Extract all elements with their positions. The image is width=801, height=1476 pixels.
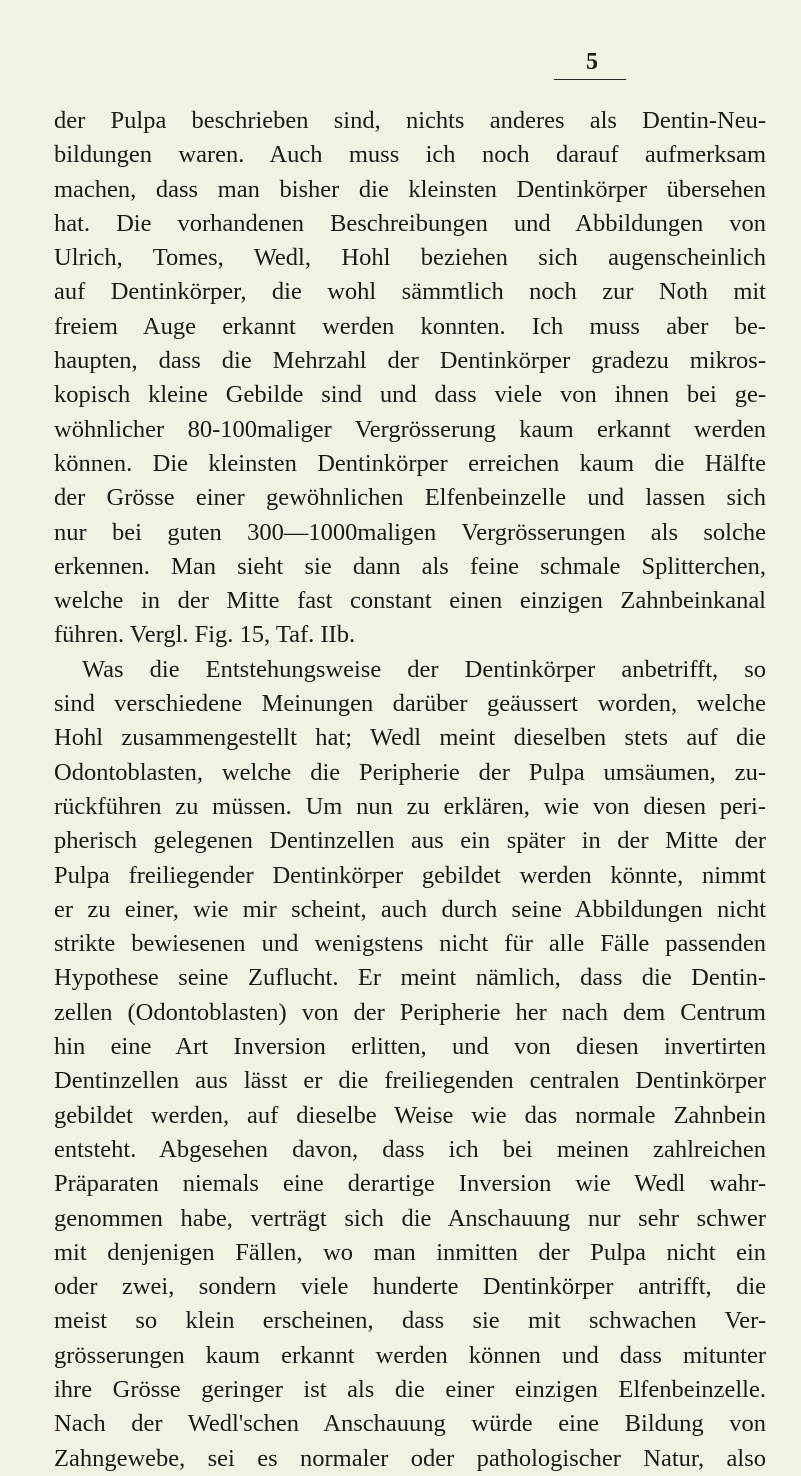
text-line: kopisch kleine Gebilde sind und dass viele von ihnen bei ge- <box>54 381 766 409</box>
text-line: erkennen. Man sieht sie dann als feine schmale Splitterchen, <box>54 552 766 580</box>
text-line: der Grösse einer gewöhnlichen Elfenbeinzelle und lassen sich <box>54 484 766 512</box>
text-line: oder zwei, sondern viele hunderte Dentinkörper antrifft, die <box>54 1273 766 1301</box>
text-line: Präparaten niemals eine derartige Inversion wie Wedl wahr- <box>54 1170 766 1198</box>
text-line: Was die Entstehungsweise der Dentinkörper anbetrifft, so <box>82 655 766 683</box>
text-line: welche in der Mitte fast constant einen einzigen Zahnbeinkanal <box>54 587 766 615</box>
text-line: sind verschiedene Meinungen darüber geäussert worden, welche <box>54 690 766 718</box>
text-line: Nach der Wedl'schen Anschauung würde eine Bildung von <box>54 1410 766 1438</box>
text-line: wöhnlicher 80-100maliger Vergrösserung kaum erkannt werden <box>54 415 766 443</box>
text-line: zellen (Odontoblasten) von der Peripherie her nach dem Centrum <box>54 998 766 1026</box>
text-line: Pulpa freiliegender Dentinkörper gebildet werden könnte, nimmt <box>54 861 766 889</box>
text-line: der Pulpa beschrieben sind, nichts anderes als Dentin-Neu- <box>54 107 766 134</box>
text-line: rückführen zu müssen. Um nun zu erklären, wie von diesen peri- <box>54 792 766 820</box>
text-line: führen. Vergl. Fig. 15, Taf. IIb. <box>54 621 356 649</box>
text-line: ihre Grösse geringer ist als die einer einzigen Elfenbeinzelle. <box>54 1375 766 1403</box>
text-line: auf Dentinkörper, die wohl sämmtlich noch zur Noth mit <box>54 278 766 306</box>
text-line: mit denjenigen Fällen, wo man inmitten der Pulpa nicht ein <box>54 1238 766 1266</box>
text-line: hin eine Art Inversion erlitten, und von diesen invertirten <box>54 1033 766 1061</box>
text-line: Ulrich, Tomes, Wedl, Hohl beziehen sich augenscheinlich <box>54 244 766 272</box>
text-line: bildungen waren. Auch muss ich noch darauf aufmerksam <box>54 141 766 169</box>
text-line: können. Die kleinsten Dentinkörper erreichen kaum die Hälfte <box>54 449 766 477</box>
text-line: pherisch gelegenen Dentinzellen aus ein später in der Mitte der <box>54 827 766 855</box>
text-line: grösserungen kaum erkannt werden können und dass mitunter <box>54 1341 766 1369</box>
text-line: Odontoblasten, welche die Peripherie der Pulpa umsäumen, zu- <box>54 758 766 786</box>
text-line: nur bei guten 300—1000maligen Vergrösserungen als solche <box>54 518 766 546</box>
text-line: haupten, dass die Mehrzahl der Dentinkörper gradezu mikros- <box>54 347 766 375</box>
text-line: entsteht. Abgesehen davon, dass ich bei meinen zahlreichen <box>54 1135 766 1163</box>
text-line: Hypothese seine Zuflucht. Er meint nämlich, dass die Dentin- <box>54 964 766 992</box>
text-line: machen, dass man bisher die kleinsten Dentinkörper übersehen <box>54 175 766 203</box>
text-line: Zahngewebe, sei es normaler oder pathologischer Natur, also <box>54 1444 766 1472</box>
text-line: genommen habe, verträgt sich die Anschauung nur sehr schwer <box>54 1204 766 1232</box>
page-number-rule <box>554 79 626 80</box>
text-line: hat. Die vorhandenen Beschreibungen und Abbildungen von <box>54 209 766 237</box>
text-line: Dentinzellen aus lässt er die freiliegenden centralen Dentinkörper <box>54 1067 766 1095</box>
page-number: 5 <box>586 49 598 75</box>
text-line: Hohl zusammengestellt hat; Wedl meint dieselben stets auf die <box>54 724 766 752</box>
text-line: gebildet werden, auf dieselbe Weise wie das normale Zahnbein <box>54 1101 766 1129</box>
text-line: strikte bewiesenen und wenigstens nicht für alle Fälle passenden <box>54 930 766 958</box>
text-line: er zu einer, wie mir scheint, auch durch seine Abbildungen nicht <box>54 895 766 923</box>
body-text <box>54 104 766 1476</box>
text-line: freiem Auge erkannt werden konnten. Ich muss aber be- <box>54 312 766 340</box>
text-line: meist so klein erscheinen, dass sie mit schwachen Ver- <box>54 1307 766 1335</box>
